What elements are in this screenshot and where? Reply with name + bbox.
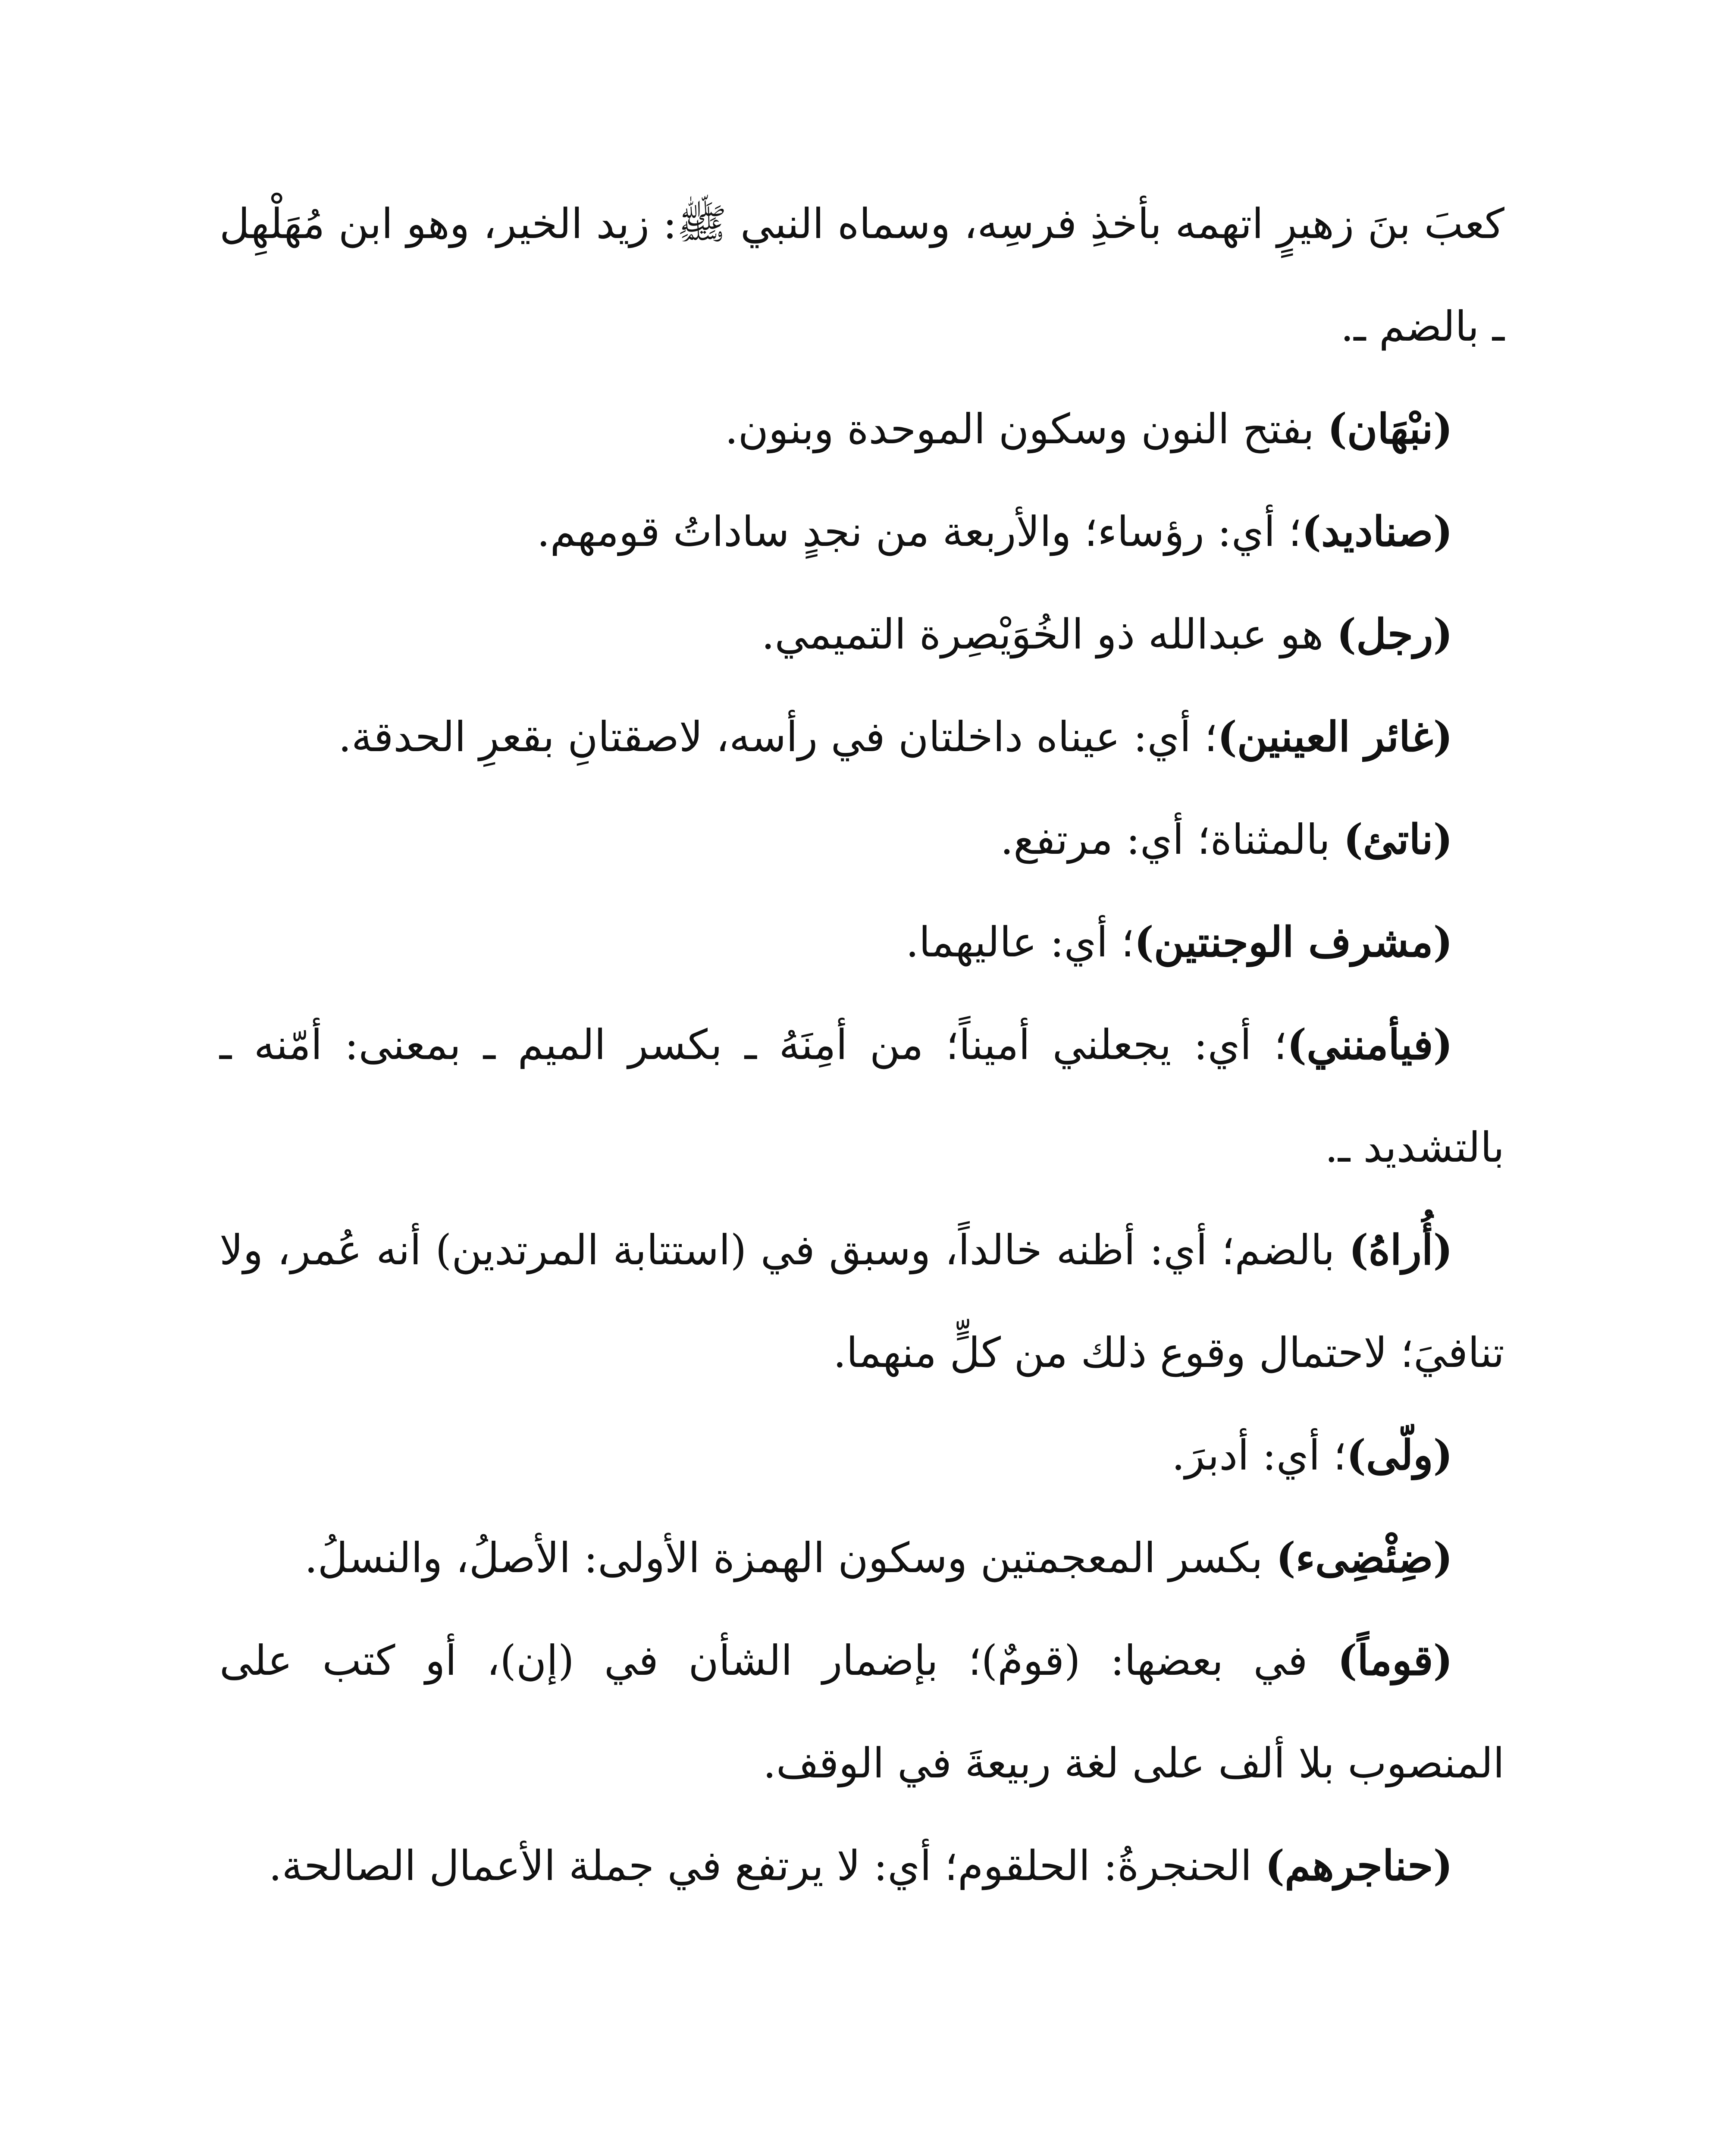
paragraph-text: بالضم؛ أي: أظنه خالداً، وسبق في (استتابة المرتدين) أنه عُمر، ولا تنافيَ؛ لاحتمال وقوع ذلك من كلٍّ منهما. — [219, 1226, 1504, 1377]
paragraph-text: هو عبدالله ذو الخُوَيْصِرة التميمي. — [761, 610, 1337, 658]
paragraph — [219, 993, 1504, 1199]
paragraph-text: ؛ أي: أدبرَ. — [1172, 1431, 1347, 1479]
paragraph-text: بفتح النون وسكون الموحدة وبنون. — [725, 405, 1328, 453]
headword-term: (صناديد) — [1301, 507, 1453, 556]
paragraph-text: كعبَ بنَ زهيرٍ اتهمه بأخذِ فرسِه، وسماه النبي ﷺ: زيد الخير، وهو ابن مُهَلْهِل ـ بالضم ـ. — [219, 200, 1504, 351]
headword-term: (قوماً) — [1338, 1636, 1453, 1685]
headword-term: (فيأمنني) — [1287, 1020, 1453, 1069]
headword-term: (رجل) — [1336, 610, 1453, 658]
paragraph-text: ؛ أي: يجعلني أميناً؛ من أمِنَهُ ـ بكسر الميم ـ بمعنى: أمّنه ـ بالتشديد ـ. — [219, 1021, 1504, 1172]
paragraph — [219, 1609, 1504, 1814]
paragraph — [219, 480, 1504, 583]
paragraph-text: ؛ أي: عيناه داخلتان في رأسه، لاصقتانِ بقعرِ الحدقة. — [338, 713, 1218, 761]
headword-term: (ضِئْضِىء) — [1276, 1533, 1453, 1582]
paragraph — [219, 1404, 1504, 1507]
paragraph — [219, 583, 1504, 686]
headword-term: (ناتئ) — [1343, 815, 1453, 864]
paragraph — [219, 1199, 1504, 1404]
headword-term: (حناجرهم) — [1265, 1841, 1453, 1890]
paragraph-text: بكسر المعجمتين وسكون الهمزة الأولى: الأصلُ، والنسلُ. — [304, 1534, 1276, 1582]
paragraph — [219, 1814, 1504, 1917]
paragraph — [219, 686, 1504, 788]
headword-term: (غائر العينين) — [1217, 712, 1453, 761]
commentary-text-block — [219, 172, 1504, 1917]
paragraph — [219, 788, 1504, 891]
paragraph — [219, 378, 1504, 480]
paragraph — [219, 172, 1504, 378]
headword-term: (نبْهَان) — [1327, 404, 1453, 453]
headword-term: (ولّى) — [1346, 1431, 1453, 1479]
paragraph-text: في بعضها: (قومٌ)؛ بإضمار الشأن في (إن)، أو كتب على المنصوب بلا ألف على لغة ربيعةَ في الوقف. — [219, 1636, 1504, 1787]
headword-term: (مشرف الوجنتين) — [1134, 918, 1453, 966]
paragraph — [219, 891, 1504, 993]
paragraph-text: الحنجرةُ: الحلقوم؛ أي: لا يرتفع في جملة الأعمال الصالحة. — [269, 1842, 1265, 1890]
headword-term: (أُراهُ) — [1349, 1225, 1453, 1274]
paragraph-text: ؛ أي: عاليهما. — [906, 918, 1134, 966]
paragraph — [219, 1507, 1504, 1609]
paragraph-text: بالمثناة؛ أي: مرتفع. — [1000, 815, 1344, 864]
paragraph-text: ؛ أي: رؤساء؛ والأربعة من نجدٍ ساداتُ قومهم. — [536, 508, 1302, 556]
